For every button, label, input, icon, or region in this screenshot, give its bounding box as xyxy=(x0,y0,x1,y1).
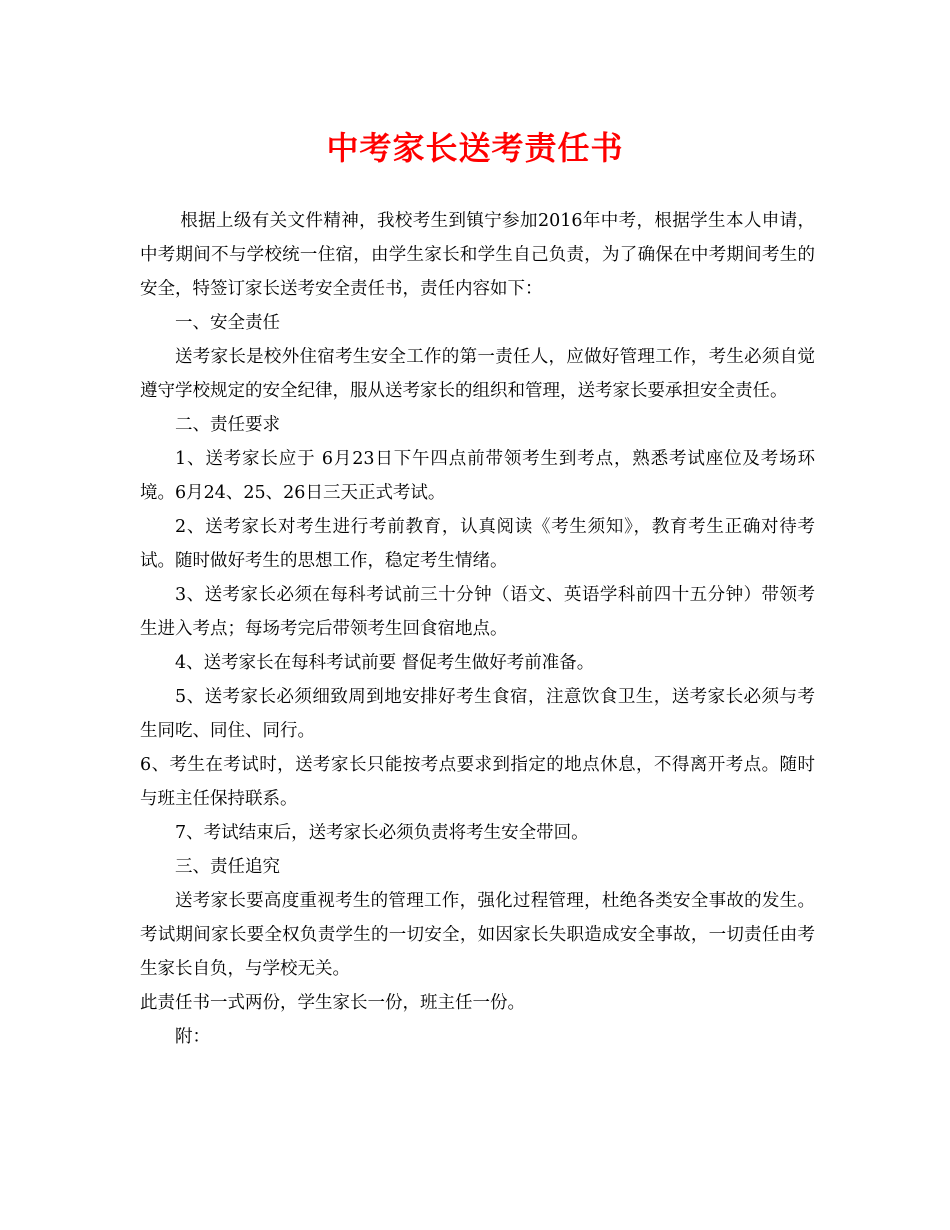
section-heading-requirements: 二、责任要求 xyxy=(175,415,280,435)
paragraph-safety: 送考家长是校外住宿考生安全工作的第一责任人，应做好管理工作，考生必须自觉遵守学校规定的安全纪律，服从送考家长的组织和管理，送考家长要承担安全责任。 xyxy=(140,347,815,401)
paragraph-intro: 根据上级有关文件精神，我校考生到镇宁参加2016年中考，根据学生本人申请，中考期间不与学校统一住宿，由学生家长和学生自己负责，为了确保在中考期间考生的安全，特签订家长送考安全责任书，责任内容如下： xyxy=(140,211,815,299)
document-title: 中考家长送考责任书 xyxy=(326,129,624,167)
requirement-item-7: 7、考试结束后，送考家长必须负责将考生安全带回。 xyxy=(175,823,589,843)
paragraph-copies: 此责任书一式两份，学生家长一份，班主任一份。 xyxy=(140,993,525,1013)
section-heading-accountability: 三、责任追究 xyxy=(175,857,280,877)
requirement-item-4: 4、送考家长在每科考试前要 督促考生做好考前准备。 xyxy=(175,653,595,673)
requirement-item-1: 1、送考家长应于 6月23日下午四点前带领考生到考点，熟悉考试座位及考场环境。6月24、25、26日三天正式考试。 xyxy=(140,449,815,503)
requirement-item-5: 5、送考家长必须细致周到地安排好考生食宿，注意饮食卫生，送考家长必须与考生同吃、同住、同行。 xyxy=(140,687,815,741)
paragraph-attachment: 附： xyxy=(175,1027,210,1047)
paragraph-accountability: 送考家长要高度重视考生的管理工作，强化过程管理，杜绝各类安全事故的发生。考试期间家长要全权负责学生的一切安全，如因家长失职造成安全事故，一切责任由考生家长自负，与学校无关。 xyxy=(140,891,815,979)
section-heading-safety: 一、安全责任 xyxy=(175,313,280,333)
requirement-item-6: 6、考生在考试时，送考家长只能按考点要求到指定的地点休息，不得离开考点。随时与班主任保持联系。 xyxy=(140,755,815,809)
document-body xyxy=(140,204,815,1054)
requirement-item-3: 3、送考家长必须在每科考试前三十分钟（语文、英语学科前四十五分钟）带领考生进入考点；每场考完后带领考生回食宿地点。 xyxy=(140,585,815,639)
requirement-item-2: 2、送考家长对考生进行考前教育，认真阅读《考生须知》，教育考生正确对待考试。随时做好考生的思想工作，稳定考生情绪。 xyxy=(140,517,815,571)
